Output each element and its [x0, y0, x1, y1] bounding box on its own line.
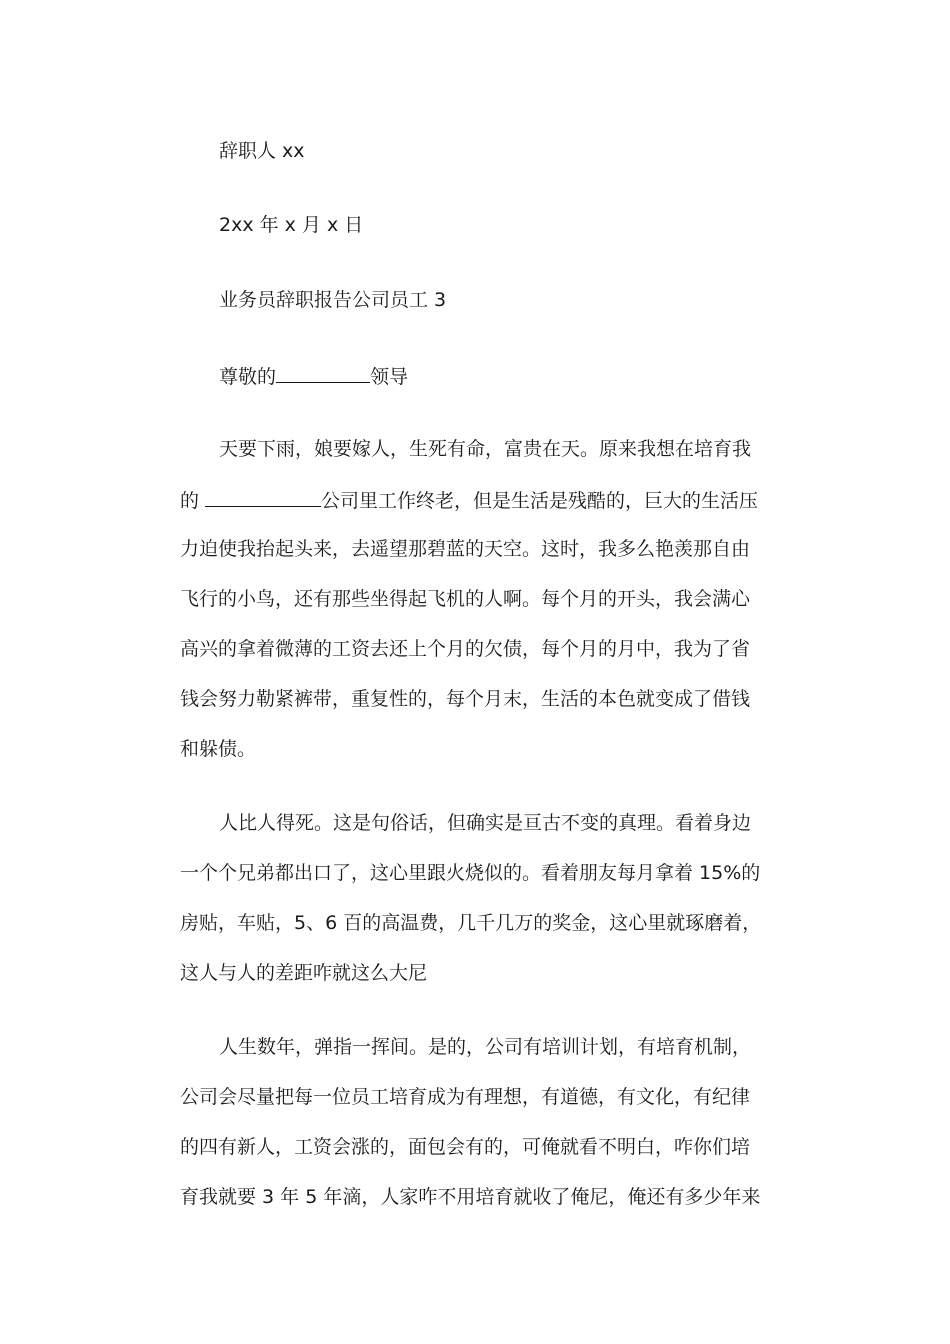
p2-text-3: 房贴，车贴，5、6 百的高温费，几千几万的奖金，这心里就琢磨着， — [180, 912, 762, 934]
p2-text-4: 这人与人的差距咋就这么大尼 — [180, 962, 428, 984]
p2-text-1: 人比人得死。这是句俗话，但确实是亘古不变的真理。看着身边 — [219, 812, 752, 834]
p1-text-5: 高兴的拿着微薄的工资去还上个月的欠债，每个月的月中，我为了省 — [180, 638, 751, 660]
p3-text-1: 人生数年，弹指一挥间。是的，公司有培训计划，有培育机制， — [219, 1036, 752, 1058]
p3-text-3: 的四有新人，工资会涨的，面包会有的，可俺就看不明白，咋你们培 — [180, 1136, 751, 1158]
section-title: 业务员辞职报告公司员工 3 — [219, 289, 447, 311]
p2-text-2: 一个个兄弟都出口了，这心里跟火烧似的。看着朋友每月拿着 15%的 — [180, 862, 761, 884]
p3-text-4: 育我就要 3 年 5 年滴，人家咋不用培育就收了俺尼，俺还有多少年来 — [180, 1186, 761, 1208]
salutation-after: 领导 — [370, 366, 409, 388]
p1-company-blank — [205, 486, 321, 507]
p1-text-1: 天要下雨，娘要嫁人，生死有命，富贵在天。原来我想在培育我 — [219, 438, 752, 460]
p3-text-2: 公司会尽量把每一位员工培育成为有理想，有道德，有文化，有纪律 — [180, 1086, 751, 1108]
p1-l2-after: 公司里工作终老，但是生活是残酷的，巨大的生活压 — [321, 490, 759, 512]
p1-text-3: 力迫使我抬起头来，去遥望那碧蓝的天空。这时，我多么艳羡那自由 — [180, 538, 751, 560]
p1-text-4: 飞行的小鸟，还有那些坐得起飞机的人啊。每个月的开头，我会满心 — [180, 588, 751, 610]
salutation-before: 尊敬的 — [219, 366, 277, 388]
p1-l2-before: 的 — [180, 490, 200, 512]
salutation — [219, 362, 408, 390]
p1-text-7: 和躲债。 — [180, 738, 257, 760]
p1-text-6: 钱会努力勒紧裤带，重复性的，每个月末，生活的本色就变成了借钱 — [180, 688, 751, 710]
signer-text: 辞职人 xx — [219, 140, 305, 162]
p1-text-2 — [180, 486, 758, 514]
salutation-blank — [276, 362, 370, 383]
date-text: 2xx 年 x 月 x 日 — [219, 214, 364, 236]
